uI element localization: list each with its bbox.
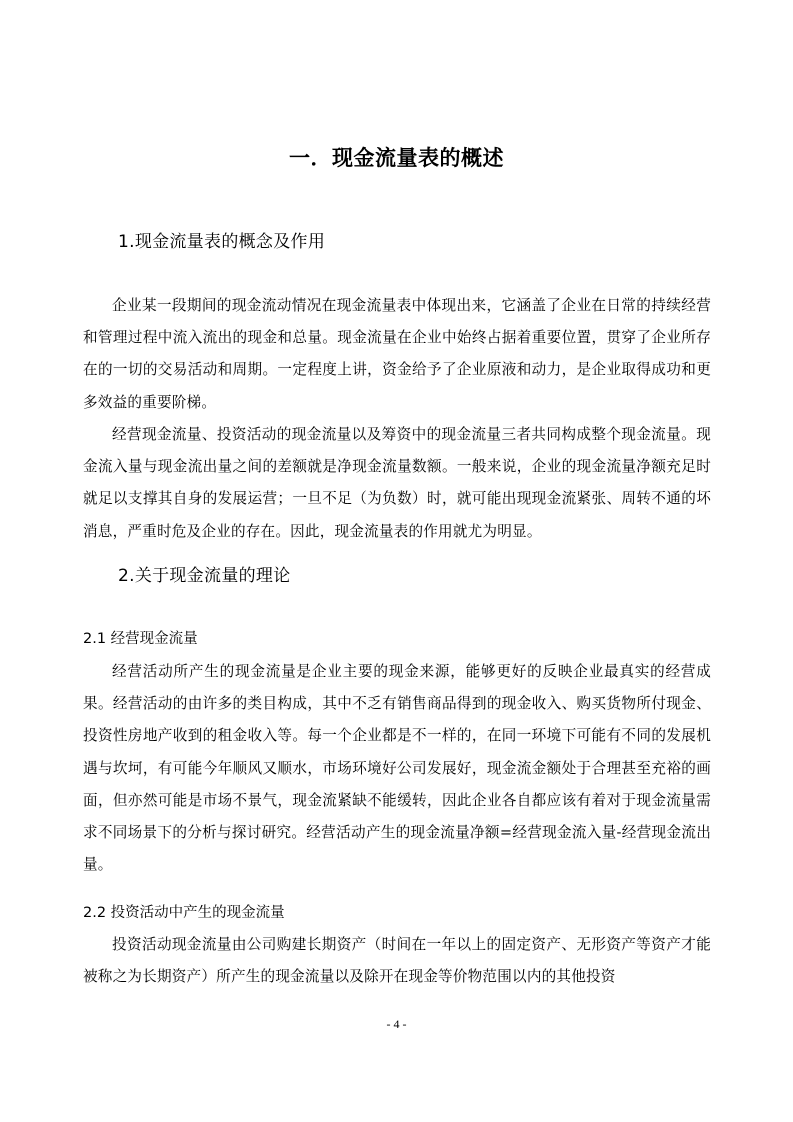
section-heading-1: 1.现金流量表的概念及作用 [118, 232, 326, 252]
paragraph-4: 投资活动现金流量由公司购建长期资产（时间在一年以上的固定资产、无形资产等资产才能被称之为长期资产）所产生的现金流量以及除开在现金等价物范围以内的其他投资 [83, 936, 711, 986]
paragraph-1: 企业某一段期间的现金流动情况在现金流量表中体现出来，它涵盖了企业在日常的持续经营和管理过程中流入流出的现金和总量。现金流量在企业中始终占据着重要位置，贯穿了企业所存在的一切的交易活动和周期。一定程度上讲，资金给予了企业原液和动力，是企业取得成功和更多效益的重要阶梯。 [83, 297, 711, 411]
page-number: - 4 - [386, 1017, 407, 1031]
chapter-title: 一．现金流量表的概述 [289, 146, 504, 170]
paragraph-2: 经营现金流量、投资活动的现金流量以及筹资中的现金流量三者共同构成整个现金流量。现金流入量与现金流出量之间的差额就是净现金流量数额。一般来说，企业的现金流量净额充足时就足以支撑其自身的发展运营；一旦不足（为负数）时，就可能出现现金流紧张、周转不通的坏消息，严重时危及企业的存在。因此，现金流量表的作用就尤为明显。 [83, 426, 711, 540]
subsection-heading-2-1: 2.1 经营现金流量 [83, 631, 198, 647]
paragraph-3: 经营活动所产生的现金流量是企业主要的现金来源，能够更好的反映企业最真实的经营成果。经营活动的由许多的类目构成，其中不乏有销售商品得到的现金收入、购买货物所付现金、投资性房地产收到的租金收入等。每一个企业都是不一样的，在同一环境下可能有不同的发展机遇与坎坷，有可能今年顺风又顺水，市场环境好公司发展好，现金流金额处于合理甚至充裕的画面，但亦然可能是市场不景气，现金流紧缺不能缓转，因此企业各自都应该有着对于现金流量需求不同场景下的分析与探讨研究。经营活动产生的现金流量净额=经营现金流入量-经营现金流出量。 [83, 663, 711, 874]
section-heading-2: 2.关于现金流量的理论 [118, 566, 291, 586]
subsection-heading-2-2: 2.2 投资活动中产生的现金流量 [83, 905, 285, 921]
